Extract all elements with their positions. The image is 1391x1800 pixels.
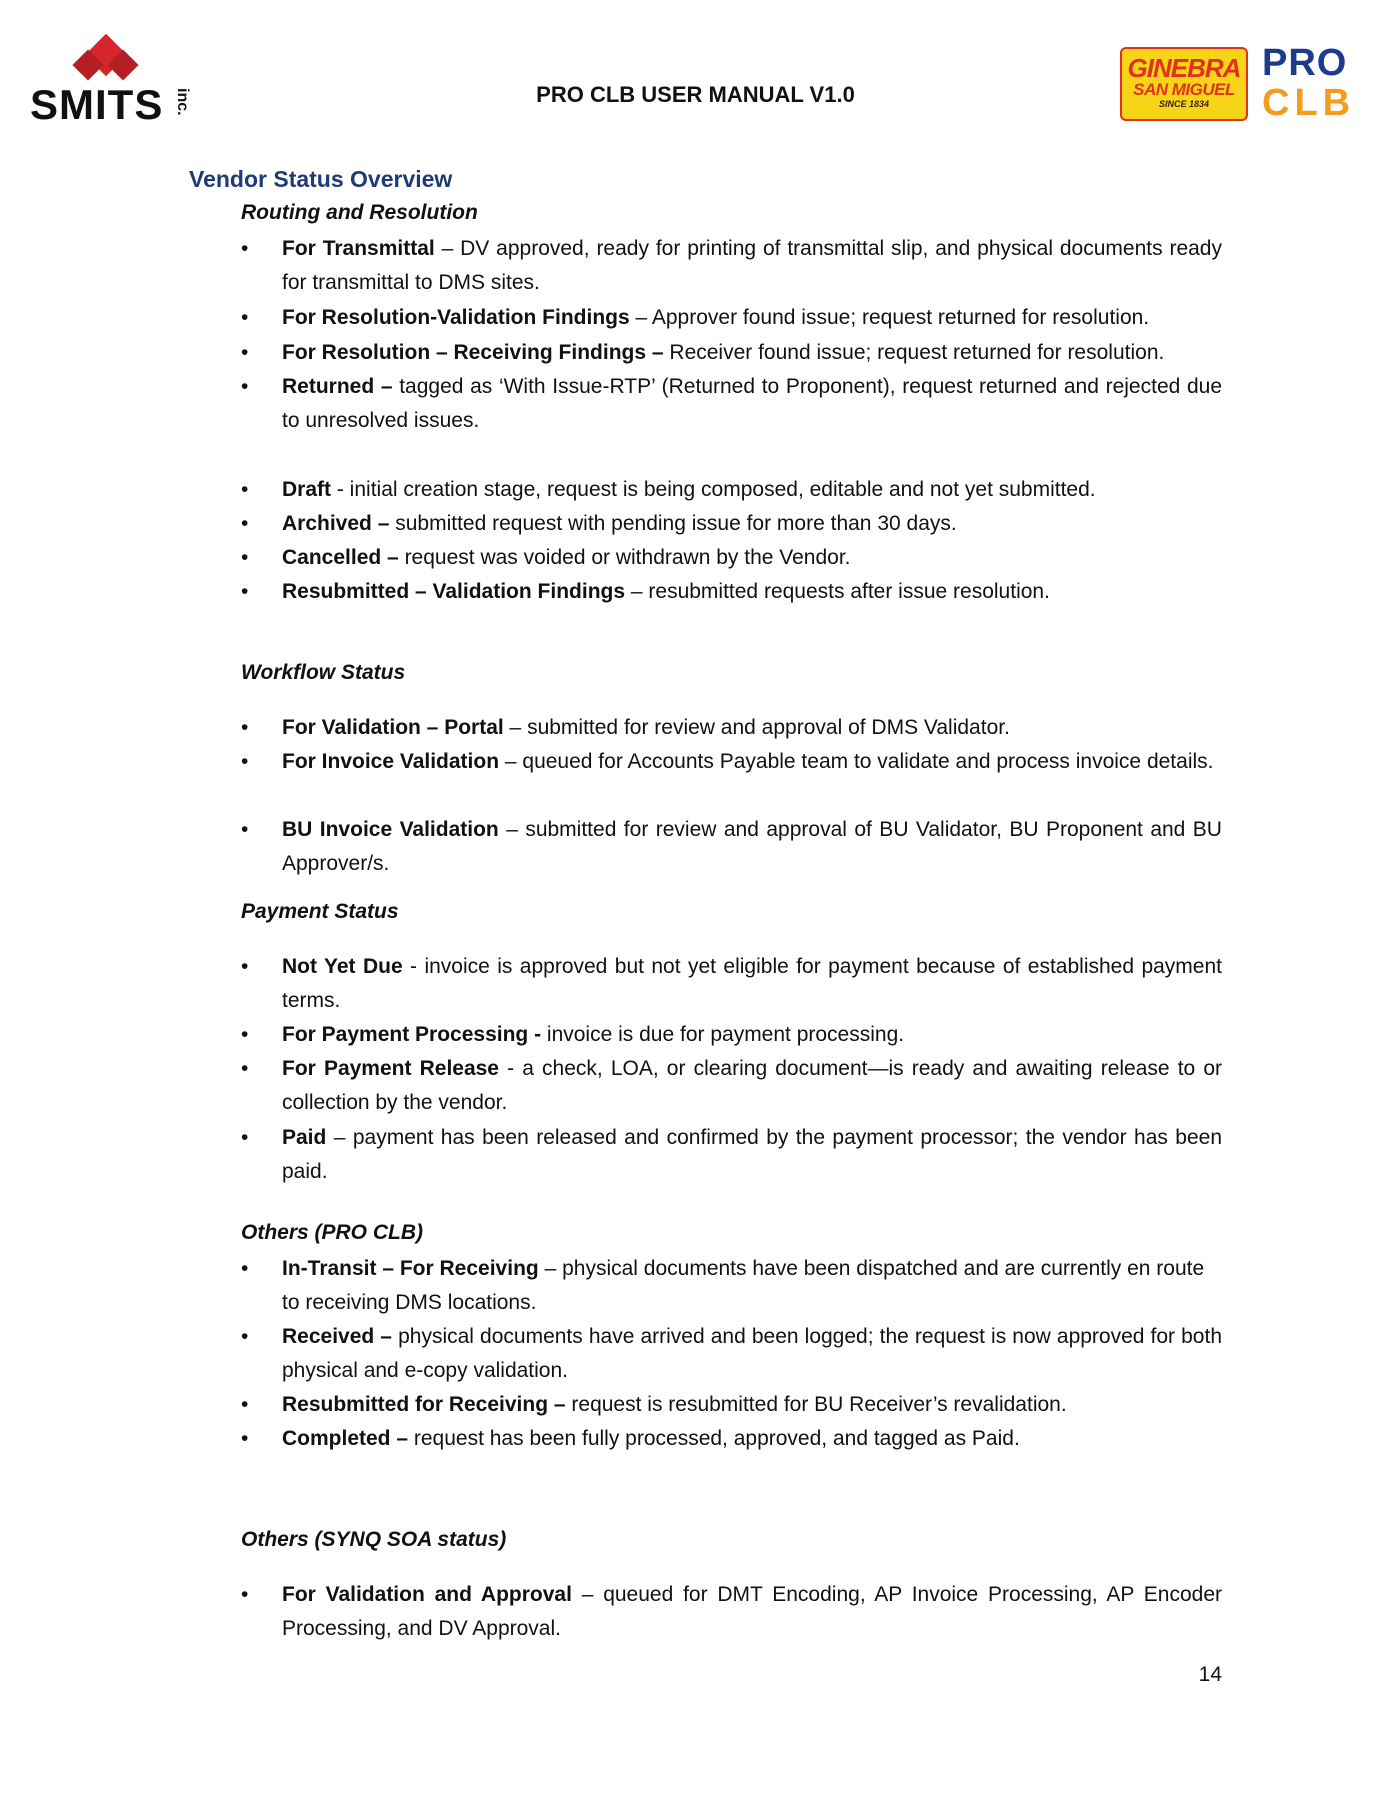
- section-title: Vendor Status Overview: [189, 166, 453, 192]
- item-desc: - invoice is approved but not yet eligible for payment because of established payment terms.: [282, 955, 1222, 1012]
- list-item-text: [282, 1252, 1222, 1320]
- group-heading-workflow: Workflow Status: [241, 661, 406, 684]
- item-desc: invoice is due for payment processing.: [541, 1023, 905, 1046]
- bullet-icon: •: [241, 546, 249, 569]
- item-term: For Resolution – Receiving Findings –: [282, 341, 664, 364]
- bullet-icon: •: [241, 1583, 249, 1606]
- item-term: Returned –: [282, 375, 393, 398]
- list-item-text: [282, 1422, 1222, 1456]
- ginebra-logo-line3: SINCE 1834: [1158, 98, 1210, 109]
- item-term: Not Yet Due: [282, 955, 403, 978]
- item-term: For Validation and Approval: [282, 1583, 572, 1606]
- item-term: For Transmittal: [282, 237, 435, 260]
- bullet-icon: •: [241, 375, 249, 398]
- list-item-text: [282, 232, 1222, 300]
- list-item-text: [282, 370, 1222, 438]
- item-term: For Resolution-Validation Findings: [282, 306, 630, 329]
- proclb-logo-clb: CLB: [1262, 82, 1356, 124]
- ginebra-logo: [1120, 47, 1248, 121]
- item-desc: - initial creation stage, request is being composed, editable and not yet submitted.: [331, 478, 1096, 501]
- list-item-text: [282, 711, 1222, 745]
- item-desc: - a check, LOA, or clearing document—is ready and awaiting release to or collection by the vendor.: [282, 1057, 1222, 1114]
- item-term: Completed –: [282, 1427, 409, 1450]
- item-desc: – payment has been released and confirmed by the payment processor; the vendor has been paid.: [282, 1126, 1222, 1183]
- bullet-icon: •: [241, 306, 249, 329]
- list-item-text: [282, 1320, 1222, 1388]
- item-term: For Validation – Portal: [282, 716, 504, 739]
- list-item-text: [282, 950, 1222, 1018]
- item-desc: – submitted for review and approval of BU Validator, BU Proponent and BU Approver/s.: [282, 818, 1222, 875]
- bullet-icon: •: [241, 1393, 249, 1416]
- item-desc: physical documents have arrived and been logged; the request is now approved for both physical and e-copy validation.: [282, 1325, 1222, 1382]
- bullet-icon: •: [241, 750, 249, 773]
- smits-logo-word: SMITS: [30, 81, 164, 128]
- list-item-text: [282, 745, 1222, 779]
- item-desc: – submitted for review and approval of DMS Validator.: [503, 716, 1010, 739]
- item-term: For Payment Release: [282, 1057, 499, 1080]
- item-desc: request has been fully processed, approved, and tagged as Paid.: [408, 1427, 1020, 1450]
- list-item-text: [282, 813, 1222, 881]
- item-desc: – DV approved, ready for printing of transmittal slip, and physical documents ready for transmittal to DMS sites.: [282, 237, 1222, 294]
- item-desc: – physical documents have been dispatched and are currently en route to receiving DMS locations.: [282, 1257, 1205, 1314]
- ginebra-logo-line2: SAN MIGUEL: [1133, 80, 1235, 99]
- bullet-icon: •: [241, 1023, 249, 1046]
- document-header-title: PRO CLB USER MANUAL V1.0: [536, 82, 855, 107]
- list-item-text: [282, 1018, 1222, 1052]
- item-desc: Receiver found issue; request returned for resolution.: [663, 341, 1165, 364]
- bullet-icon: •: [241, 580, 249, 603]
- item-desc: – resubmitted requests after issue resolution.: [625, 580, 1050, 603]
- bullet-icon: •: [241, 1257, 249, 1280]
- item-term: Cancelled –: [282, 546, 399, 569]
- bullet-icon: •: [241, 512, 249, 535]
- item-desc: request was voided or withdrawn by the Vendor.: [398, 546, 851, 569]
- item-term: For Invoice Validation: [282, 750, 500, 773]
- list-item-text: [282, 1578, 1222, 1646]
- item-desc: – Approver found issue; request returned for resolution.: [629, 306, 1150, 329]
- item-term: Received –: [282, 1325, 392, 1348]
- item-term: Draft: [282, 478, 332, 501]
- list-item-text: [282, 1052, 1222, 1120]
- list-item-text: [282, 473, 1222, 507]
- proclb-logo-pro: PRO: [1262, 42, 1348, 84]
- item-term: BU Invoice Validation: [282, 818, 499, 841]
- bullet-icon: •: [241, 237, 249, 260]
- item-term: Resubmitted for Receiving –: [282, 1393, 566, 1416]
- list-item-text: [282, 575, 1222, 609]
- bullet-icon: •: [241, 716, 249, 739]
- list-item-text: [282, 301, 1222, 335]
- list-item-text: [282, 541, 1222, 575]
- ginebra-logo-line1: GINEBRA: [1127, 53, 1241, 83]
- bullet-icon: •: [241, 478, 249, 501]
- smits-logo-suffix: inc.: [174, 88, 191, 116]
- group-heading-routing: Routing and Resolution: [241, 201, 478, 224]
- bullet-icon: •: [241, 1057, 249, 1080]
- bullet-icon: •: [241, 1325, 249, 1348]
- item-term: Paid: [282, 1126, 327, 1149]
- item-desc: – queued for Accounts Payable team to validate and process invoice details.: [499, 750, 1214, 773]
- item-desc: – queued for DMT Encoding, AP Invoice Processing, AP Encoder Processing, and DV Approval.: [282, 1583, 1222, 1640]
- page-number: 14: [1198, 1663, 1222, 1686]
- bullet-icon: •: [241, 1126, 249, 1149]
- bullet-icon: •: [241, 818, 249, 841]
- item-term: In-Transit – For Receiving: [282, 1257, 539, 1280]
- bullet-icon: •: [241, 955, 249, 978]
- item-term: For Payment Processing -: [282, 1023, 542, 1046]
- item-term: Archived –: [282, 512, 390, 535]
- item-desc: submitted request with pending issue for more than 30 days.: [389, 512, 957, 535]
- group-heading-others-synq: Others (SYNQ SOA status): [241, 1528, 507, 1551]
- bullet-icon: •: [241, 1427, 249, 1450]
- list-item-text: [282, 507, 1222, 541]
- group-heading-others-proclb: Others (PRO CLB): [241, 1221, 424, 1244]
- item-desc: request is resubmitted for BU Receiver’s revalidation.: [565, 1393, 1067, 1416]
- item-desc: tagged as ‘With Issue-RTP’ (Returned to Proponent), request returned and rejected due to unresolved issues.: [282, 375, 1223, 432]
- proclb-logo: [1262, 44, 1372, 122]
- list-item-text: [282, 1388, 1222, 1422]
- group-heading-payment: Payment Status: [241, 900, 399, 923]
- bullet-icon: •: [241, 341, 249, 364]
- list-item-text: [282, 1121, 1222, 1189]
- list-item-text: [282, 336, 1222, 370]
- item-term: Resubmitted – Validation Findings: [282, 580, 626, 603]
